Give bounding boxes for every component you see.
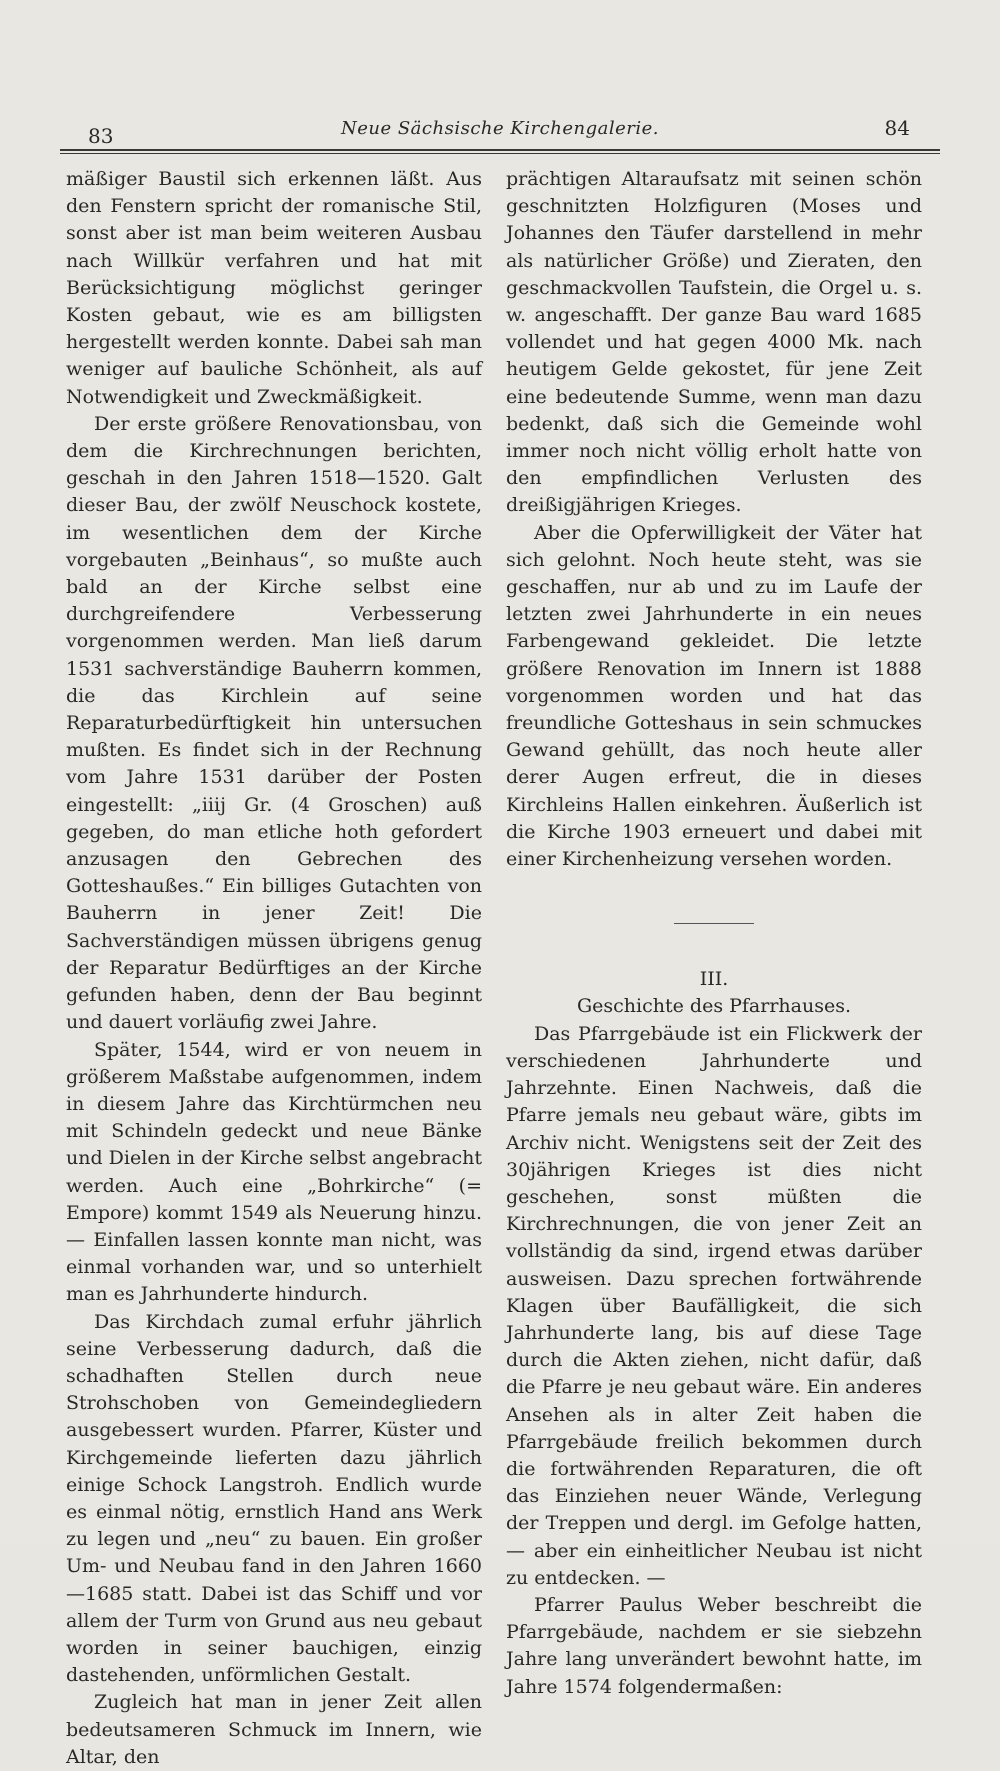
header-rule-thick <box>60 149 940 151</box>
header-rule-thin <box>60 153 940 154</box>
section-separator <box>674 923 754 924</box>
paragraph: Zugleich hat man in jener Zeit allen bedeutsameren Schmuck im Innern, wie Altar, den <box>66 1691 482 1768</box>
paragraph: mäßiger Baustil sich erkennen läßt. Aus den Fenstern spricht der romanische Stil, sonst aber ist man beim weiteren Ausbau nach Willkür verfahren und hat mit Berücksichtigung möglichst geringer Kosten gebaut, wie es am billigsten hergestellt werden konnte. Dabei sah man weniger auf bauliche Schönheit, als auf Notwendigkeit und Zweckmäßigkeit. <box>66 168 482 408</box>
page-number-right: 84 <box>884 116 910 140</box>
paragraph: Später, 1544, wird er von neuem in größerem Maßstabe aufgenommen, indem in diesem Jahre das Kirchtürmchen neu mit Schindeln gedeckt und neue Bänke und Dielen in der Kirche selbst angebracht werden. Auch eine „Bohrkirche“ (= Empore) kommt 1549 als Neuerung hinzu. — Einfallen lassen konnte man nicht, was einmal vorhanden war, und so unterhielt man es Jahrhunderte hindurch. <box>66 1038 482 1306</box>
section-title: Geschichte des Pfarrhauses. <box>576 995 851 1018</box>
paragraph: Aber die Opferwilligkeit der Väter hat sich gelohnt. Noch heute steht, was sie geschaffen, nur ab und zu im Laufe der letzten zwei Jahrhunderte in ein neues Farbengewand gekleidet. Die letzte größere Renovation im Innern ist 1888 vorgenommen worden und hat das freundliche Gotteshaus in sein schmuckes Gewand gehüllt, das noch heute aller derer Augen erfreut, die in dieses Kirchleins Hallen einkehren. Äußerlich ist die Kirche 1903 erneuert und dabei mit einer Kirchenheizung versehen worden. <box>506 521 922 871</box>
left-column <box>66 166 482 1771</box>
paragraph: Das Pfarrgebäude ist ein Flickwerk der verschiedenen Jahrhunderte und Jahrzehnte. Einen Nachweis, daß die Pfarre jemals neu gebaut wäre, gibts im Archiv nicht. Wenigstens seit der Zeit des 30jährigen Krieges ist dies nicht geschehen, sonst müßten die Kirchrechnungen, die von jener Zeit an vollständig da sind, irgend etwas darüber ausweisen. Dazu sprechen fortwährende Klagen über Baufälligkeit, die sich Jahrhunderte lang, bis auf diese Tage durch die Akten ziehen, nicht dafür, daß die Pfarre je neu gebaut wäre. Ein anderes Ansehen als in alter Zeit haben die Pfarrgebäude freilich bekommen durch die fortwährenden Reparaturen, die oft das Einziehen neuer Wände, Verlegung der Treppen und dergl. im Gefolge hatten, — aber ein einheitlicher Neubau ist nicht zu entdecken. — <box>506 1022 922 1589</box>
page-header <box>60 112 940 152</box>
paragraph: Der erste größere Renovationsbau, von dem die Kirchrechnungen berichten, geschah in den Jahren 1518—1520. Galt dieser Bau, der zwölf Neuschock kostete, im wesentlichen dem der Kirche vorgebauten „Beinhaus“, so mußte auch bald an der Kirche selbst eine durchgreifendere Verbesserung vorgenommen werden. Man ließ darum 1531 sachverständige Bauherrn kommen, die das Kirchlein auf seine Reparaturbedürftigkeit hin untersuchen mußten. Es findet sich in der Rechnung vom Jahre 1531 darüber der Posten eingestellt: „iiij Gr. (4 Groschen) auß gegeben, do man etliche hoth gefordert anzusagen den Gebrechen des Gotteshaußes.“ Ein billiges Gutachten von Bauherrn in jener Zeit! Die Sachverständigen müssen übrigens genug der Reparatur Bedürftiges an der Kirche gefunden haben, denn der Bau beginnt und dauert vorläufig zwei Jahre. <box>66 412 482 1034</box>
paragraph: Pfarrer Paulus Weber beschreibt die Pfarrgebäude, nachdem er sie siebzehn Jahre lang unverändert bewohnt hatte, im Jahre 1574 folgendermaßen: <box>506 1593 922 1698</box>
paragraph: Das Kirchdach zumal erfuhr jährlich seine Verbesserung dadurch, daß die schadhaften Stellen durch neue Strohschoben von Gemeindegliedern ausgebessert wurden. Pfarrer, Küster und Kirchgemeinde lieferten dazu jährlich einige Schock Langstroh. Endlich wurde es einmal nötig, ernstlich Hand ans Werk zu legen und „neu“ zu bauen. Ein großer Um- und Neubau fand in den Jahren 1660—1685 statt. Dabei ist das Schiff und vor allem der Turm von Grund aus neu gebaut worden in seiner bauchigen, einzig dastehenden, unförmlichen Gestalt. <box>66 1310 482 1687</box>
right-column <box>506 166 922 1701</box>
paragraph: prächtigen Altaraufsatz mit seinen schön geschnitzten Holzfiguren (Moses und Johannes den Täufer darstellend in mehr als natürlicher Größe) und Zieraten, den geschmackvollen Taufstein, die Orgel u. s. w. angeschafft. Der ganze Bau ward 1685 vollendet und hat gegen 4000 Mk. nach heutigem Gelde gekostet, für jene Zeit eine bedeutende Summe, wenn man dazu bedenkt, daß sich die Gemeinde wohl immer noch nicht völlig erholt hatte von den empfindlichen Verlusten des dreißigjährigen Krieges. <box>506 168 922 517</box>
page-number-left: 83 <box>88 124 114 148</box>
section-number: III. <box>699 968 729 991</box>
running-title: Neue Sächsische Kirchengalerie. <box>340 118 659 139</box>
